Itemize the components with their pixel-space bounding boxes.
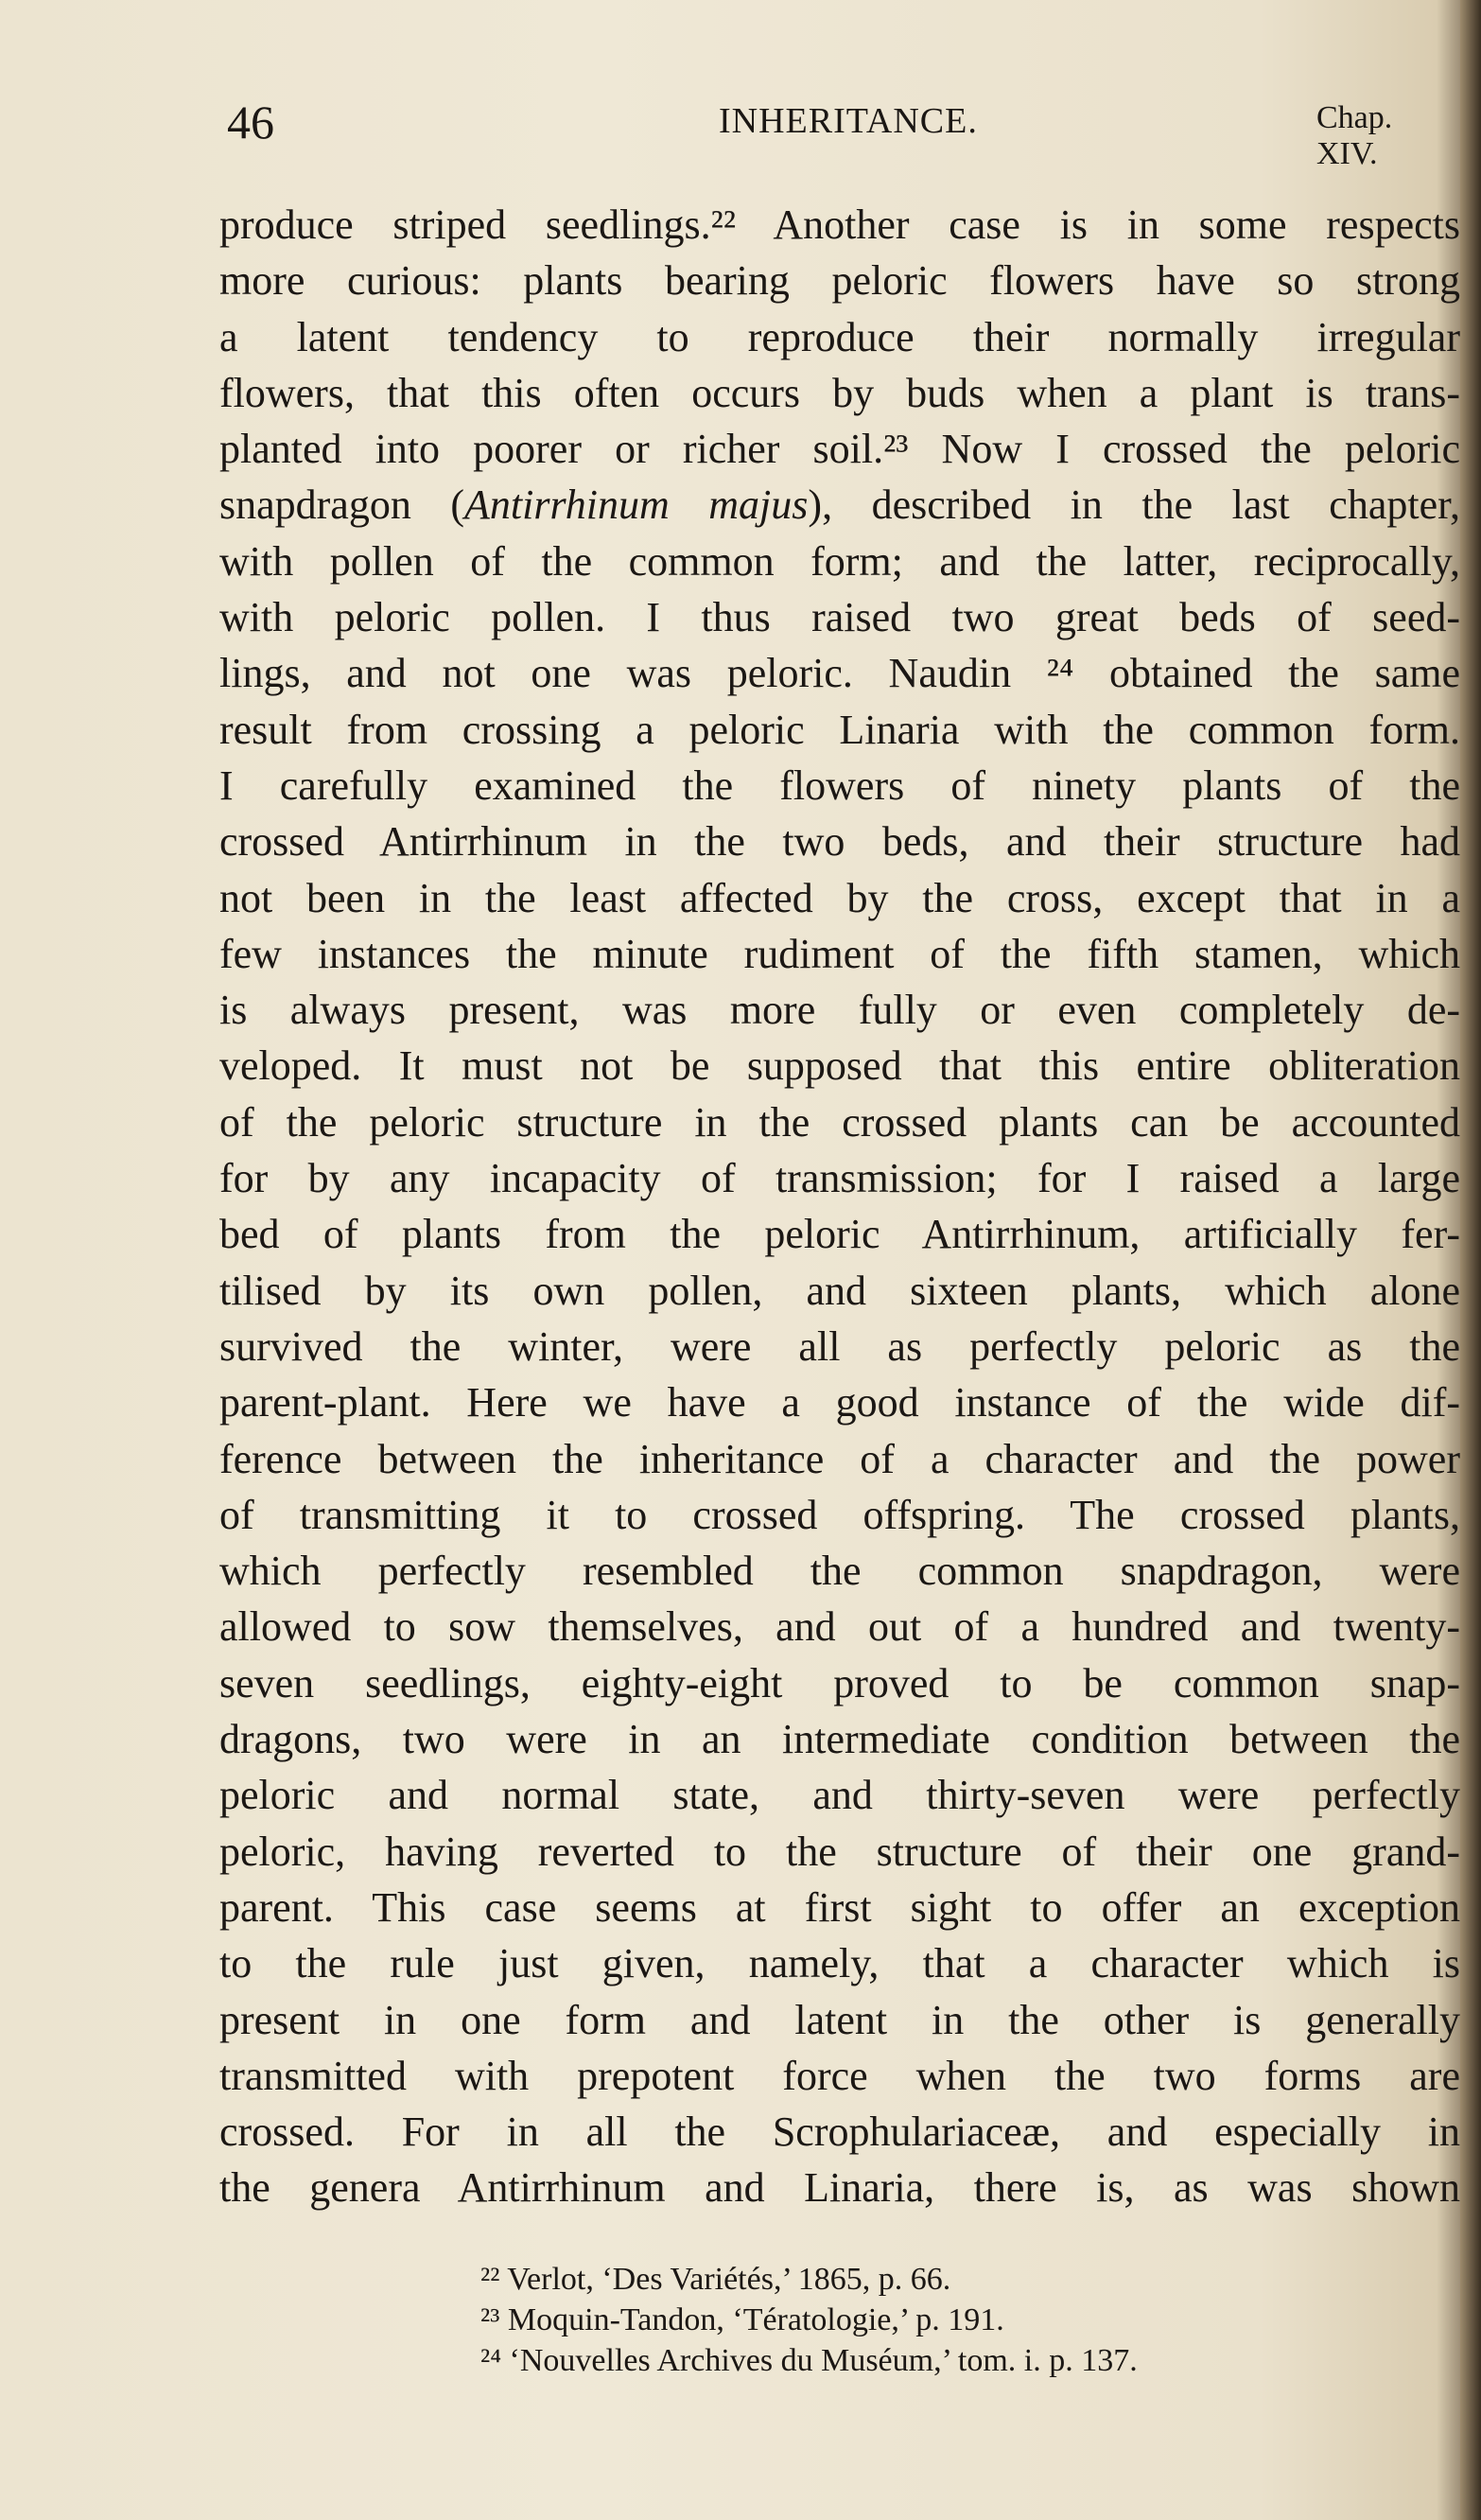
- body-text: [219, 197, 1460, 2216]
- text-line: of the peloric structure in the crossed plants can be accounted: [219, 1098, 1460, 1146]
- text-line: flowers, that this often occurs by buds when a plant is trans-: [219, 369, 1460, 416]
- footnote: ²⁴ ‘Nouvelles Archives du Muséum,’ tom. i. p. 137.: [480, 2343, 1138, 2378]
- text-line: peloric, having reverted to the structure of their one grand-: [219, 1828, 1460, 1875]
- text-line: present in one form and latent in the other is generally: [219, 1996, 1460, 2043]
- page-header: [227, 95, 1456, 171]
- text-line: to the rule just given, namely, that a character which is: [219, 1940, 1460, 1987]
- footnote: ²³ Moquin-Tandon, ‘Tératologie,’ p. 191.: [480, 2302, 1004, 2337]
- text-line: seven seedlings, eighty-eight proved to be common snap-: [219, 1659, 1460, 1706]
- text-line: with peloric pollen. I thus raised two great beds of seed-: [219, 594, 1460, 641]
- text-line: with pollen of the common form; and the latter, reciprocally,: [219, 537, 1460, 585]
- species-name: Antirrhinum majus: [464, 481, 809, 529]
- text-line: veloped. It must not be supposed that this entire obliteration: [219, 1042, 1460, 1090]
- text-line: survived the winter, were all as perfectly peloric as the: [219, 1322, 1460, 1370]
- text-line: for by any incapacity of transmission; for I raised a large: [219, 1155, 1460, 1202]
- page-gutter-shadow: [1460, 0, 1481, 2520]
- text-line: produce striped seedlings.²² Another case is in some respects: [219, 201, 1460, 248]
- text-line: transmitted with prepotent force when the two forms are: [219, 2052, 1460, 2099]
- text-line: tilised by its own pollen, and sixteen plants, which alone: [219, 1267, 1460, 1314]
- text-line: I carefully examined the flowers of ninety plants of the: [219, 761, 1460, 809]
- running-head: INHERITANCE.: [719, 101, 978, 141]
- text-line: of transmitting it to crossed offspring. The crossed plants,: [219, 1491, 1460, 1538]
- text-line: lings, and not one was peloric. Naudin ²⁴ obtained the same: [219, 650, 1460, 697]
- chapter-label: Chap. XIV.: [1316, 100, 1393, 171]
- text-line: which perfectly resembled the common snapdragon, were: [219, 1548, 1460, 1595]
- text-line: snapdragon (Antirrhinum majus), described in the last chapter,: [219, 481, 1460, 529]
- text-line: crossed. For in all the Scrophulariaceæ, and especially in: [219, 2109, 1460, 2156]
- text-line: parent. This case seems at first sight to offer an exception: [219, 1883, 1460, 1931]
- text-line: peloric and normal state, and thirty-seven were perfectly: [219, 1772, 1460, 1819]
- text-line: bed of plants from the peloric Antirrhinum, artificially fer-: [219, 1211, 1460, 1258]
- text-line: not been in the least affected by the cross, except that in a: [219, 874, 1460, 921]
- text-line: is always present, was more fully or even completely de-: [219, 987, 1460, 1034]
- text-line: planted into poorer or richer soil.²³ Now I crossed the peloric: [219, 426, 1460, 473]
- footnotes: [480, 2259, 1407, 2381]
- text-line: more curious: plants bearing peloric flowers have so strong: [219, 257, 1460, 305]
- text-line: dragons, two were in an intermediate condition between the: [219, 1716, 1460, 1763]
- text-line: parent-plant. Here we have a good instance of the wide dif-: [219, 1379, 1460, 1426]
- text-line: a latent tendency to reproduce their normally irregular: [219, 313, 1460, 360]
- text-line: the genera Antirrhinum and Linaria, there is, as was shown: [219, 2164, 1460, 2212]
- text-line: crossed Antirrhinum in the two beds, and their structure had: [219, 818, 1460, 866]
- text-line: allowed to sow themselves, and out of a hundred and twenty-: [219, 1603, 1460, 1651]
- text-line: result from crossing a peloric Linaria with the common form.: [219, 706, 1460, 753]
- text-line: ference between the inheritance of a character and the power: [219, 1435, 1460, 1482]
- footnote: ²² Verlot, ‘Des Variétés,’ 1865, p. 66.: [480, 2262, 951, 2297]
- page-number: 46: [227, 96, 274, 149]
- text-line: few instances the minute rudiment of the fifth stamen, which: [219, 930, 1460, 977]
